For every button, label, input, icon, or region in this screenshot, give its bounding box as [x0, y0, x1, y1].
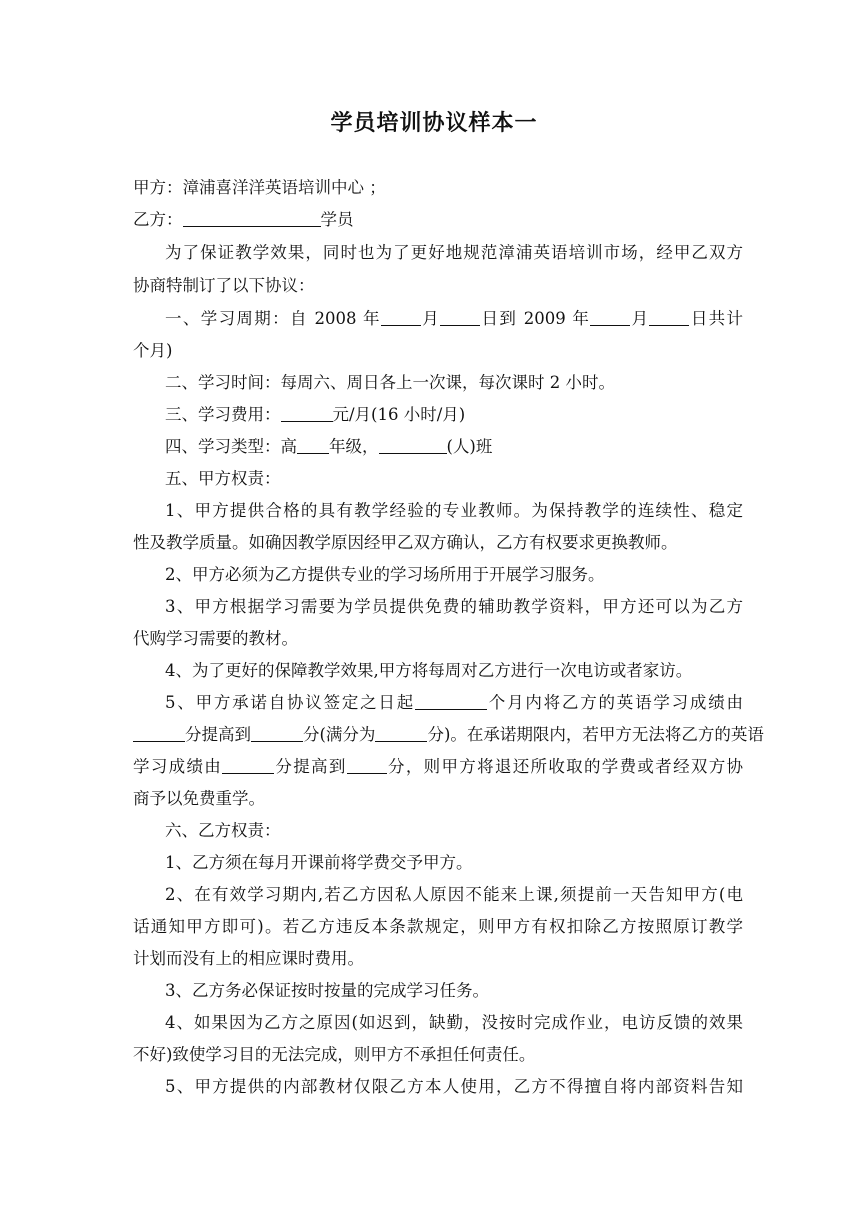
- b4-line-1: 4、如果因为乙方之原因(如迟到，缺勤，没按时完成作业，电访反馈的效果: [165, 1013, 743, 1032]
- a5-line-4: 商予以免费重学。: [133, 789, 265, 808]
- fee-prefix: 三、学习费用：: [165, 405, 281, 424]
- party-b-blank[interactable]: [183, 210, 321, 227]
- period-end-month-blank[interactable]: [590, 309, 630, 326]
- type-suffix: (人)班: [446, 437, 493, 456]
- grade-blank[interactable]: [297, 437, 329, 454]
- study-time: 二、学习时间：每周六、周日各上一次课，每次课时 2 小时。: [165, 373, 615, 392]
- b1-line: 1、乙方须在每月开课前将学费交予甲方。: [165, 853, 473, 872]
- a5-suffix: 个月内将乙方的英语学习成绩由: [487, 693, 744, 712]
- a5-prefix: 5、甲方承诺自协议签定之日起: [165, 693, 415, 712]
- period-month-1: 月: [420, 309, 441, 328]
- fee-suffix: 元/月(16 小时/月): [332, 405, 466, 424]
- a5-from-score-blank[interactable]: [133, 725, 185, 742]
- a5-text-f: 分，则甲方将退还所收取的学费或者经双方协: [386, 757, 744, 776]
- period-tail: 日共计: [689, 309, 744, 328]
- a5-text-d: 学习成绩由: [133, 757, 223, 776]
- party-a-line: [133, 178, 743, 198]
- party-b-suffix: 学员: [320, 210, 354, 229]
- period-month-2: 月: [630, 309, 650, 328]
- period-start-day-blank[interactable]: [440, 309, 480, 326]
- a5-line-3: [133, 757, 743, 777]
- a1-line-2: 性及教学质量。如确因教学原因经甲乙双方确认，乙方有权要求更换教师。: [133, 533, 678, 552]
- fee-line: [165, 405, 743, 425]
- type-prefix: 四、学习类型：高: [165, 437, 297, 456]
- a5-text-b: 分(满分为: [303, 725, 376, 744]
- period-end-day-blank[interactable]: [649, 309, 689, 326]
- a1-line-1: 1、甲方提供合格的具有教学经验的专业教师。为保持教学的连续性、稳定: [165, 501, 743, 520]
- period-continuation: 个月): [133, 341, 173, 360]
- b2-line-3: 计划而没有上的相应课时费用。: [133, 949, 364, 968]
- period-start-month-blank[interactable]: [381, 309, 421, 326]
- party-b-line: [133, 210, 743, 230]
- a5-text-e: 分提高到: [274, 757, 347, 776]
- a5-full-score-blank[interactable]: [375, 725, 427, 742]
- intro-line-2: 协商特制订了以下协议：: [133, 276, 315, 295]
- intro-line-1: 为了保证教学效果，同时也为了更好地规范漳浦英语培训市场，经甲乙双方: [165, 243, 743, 262]
- a5-refund-from-blank[interactable]: [222, 757, 274, 774]
- party-b-duties-heading: 六、乙方权责：: [165, 821, 281, 840]
- b5-line: 5、甲方提供的内部教材仅限乙方本人使用，乙方不得擅自将内部资料告知: [165, 1077, 743, 1096]
- party-a-label: 甲方：: [133, 178, 183, 197]
- type-line: [165, 437, 743, 457]
- a5-months-blank[interactable]: [415, 693, 487, 710]
- class-size-blank[interactable]: [379, 437, 447, 454]
- b2-line-2: 话通知甲方即可)。若乙方违反本条款规定，则甲方有权扣除乙方按照原订教学: [133, 917, 743, 936]
- a2-line: 2、甲方必须为乙方提供专业的学习场所用于开展学习服务。: [165, 565, 605, 584]
- b4-line-2: 不好)致使学习目的无法完成，则甲方不承担任何责任。: [133, 1045, 536, 1064]
- a4-line: 4、为了更好的保障教学效果,甲方将每周对乙方进行一次电访或者家访。: [165, 661, 693, 680]
- b3-line: 3、乙方务必保证按时按量的完成学习任务。: [165, 981, 489, 1000]
- period-day-to: 日到 2009 年: [480, 309, 591, 328]
- a5-text-a: 分提高到: [185, 725, 251, 744]
- period-line: [165, 309, 743, 329]
- period-prefix: 一、学习周期：自 2008 年: [165, 309, 381, 328]
- a3-line-2: 代购学习需要的教材。: [133, 629, 298, 648]
- fee-blank[interactable]: [281, 405, 333, 422]
- a3-line-1: 3、甲方根据学习需要为学员提供免费的辅助教学资料，甲方还可以为乙方: [165, 597, 743, 616]
- a5-line-1: [165, 693, 743, 713]
- a5-line-2: [133, 725, 764, 745]
- a5-refund-to-blank[interactable]: [347, 757, 387, 774]
- party-a-value: 漳浦喜洋洋英语培训中心 ；: [182, 178, 386, 197]
- type-mid: 年级，: [329, 437, 379, 456]
- a5-to-score-blank[interactable]: [251, 725, 303, 742]
- a5-text-c: 分)。在承诺期限内，若甲方无法将乙方的英语: [427, 725, 764, 744]
- b2-line-1: 2、在有效学习期内,若乙方因私人原因不能来上课,须提前一天告知甲方(电: [165, 885, 743, 904]
- party-a-duties-heading: 五、甲方权责：: [165, 469, 281, 488]
- document-title: 学员培训协议样本一: [330, 111, 538, 136]
- party-b-label: 乙方：: [133, 210, 183, 229]
